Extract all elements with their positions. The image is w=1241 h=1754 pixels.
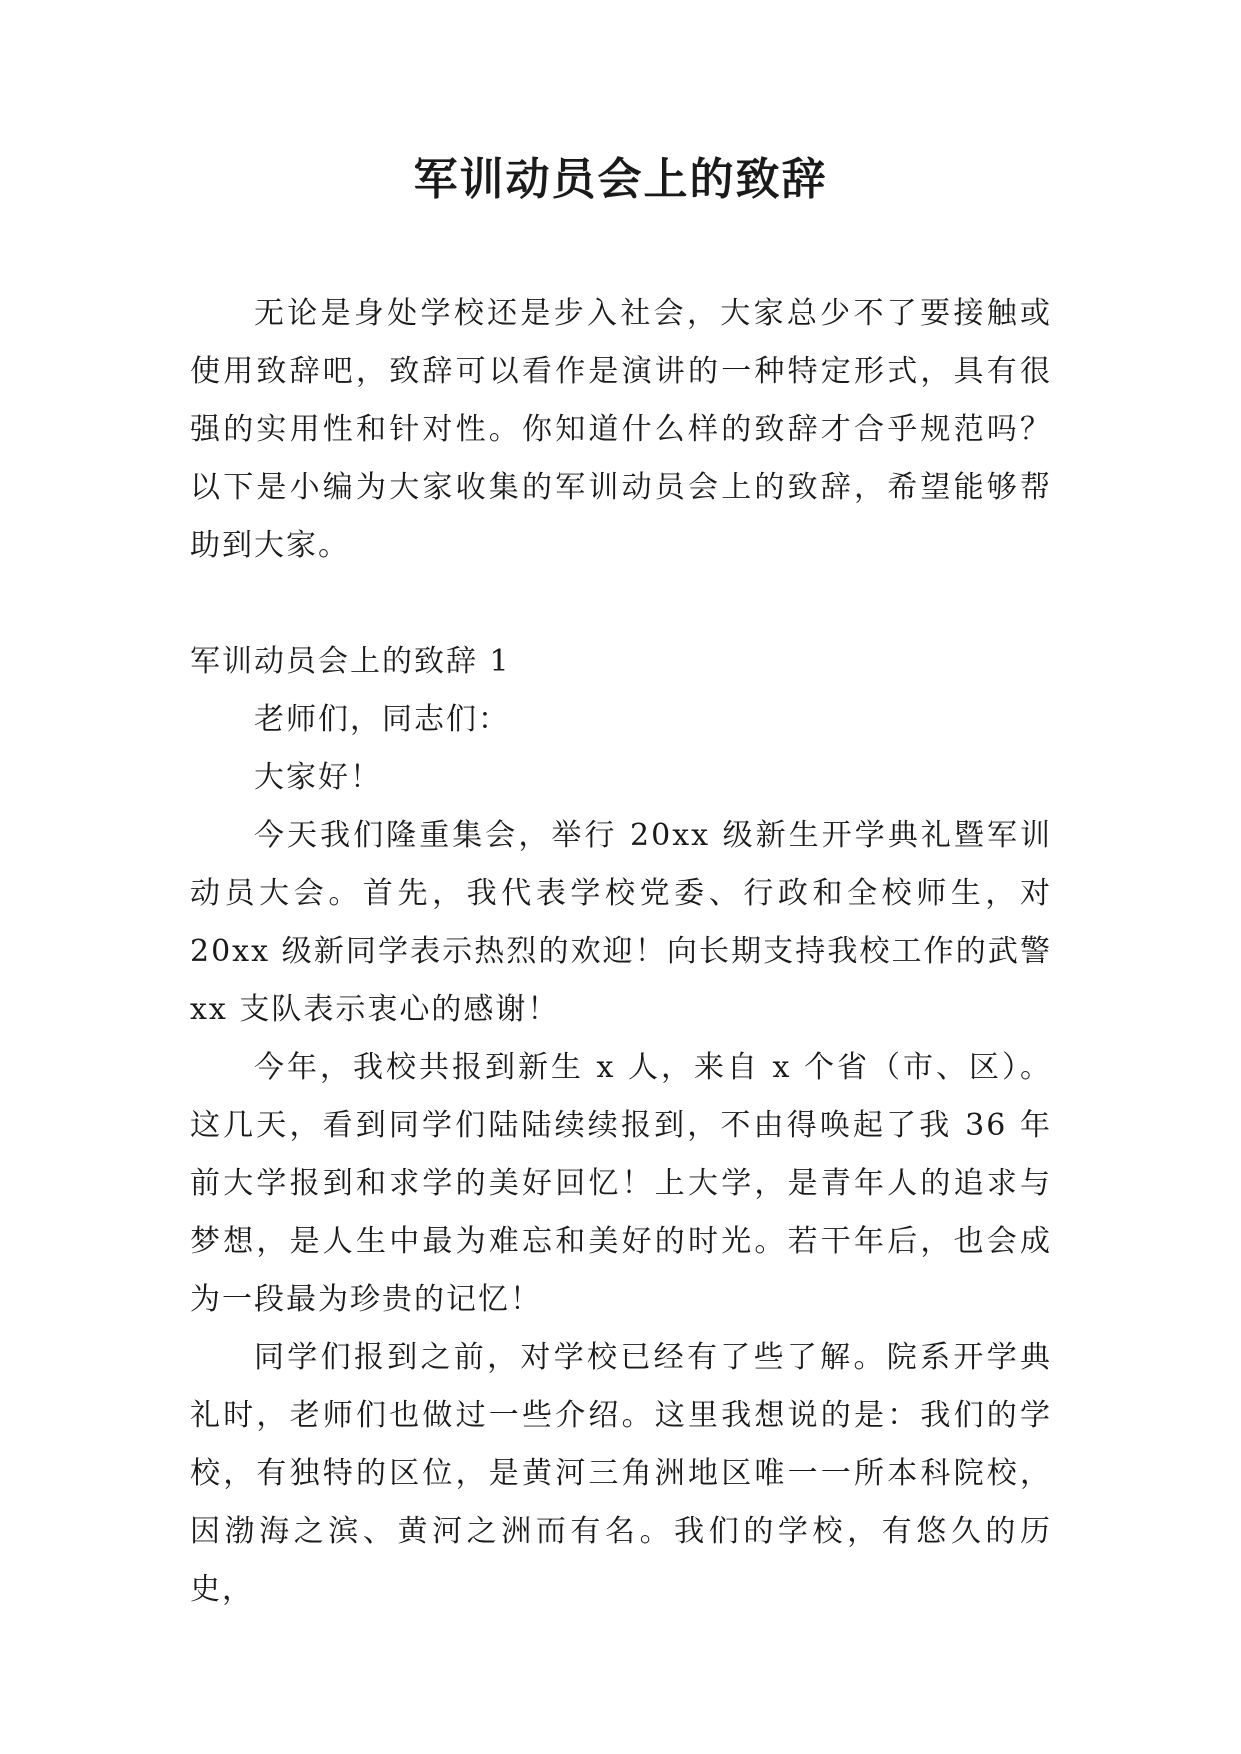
salutation: 老师们，同志们： xyxy=(254,702,510,737)
body-paragraph: 同学们报到之前，对学校已经有了些了解。院系开学典礼时，老师们也做过一些介绍。这里我想说的是：我们的学校，有独特的区位，是黄河三角洲地区唯一一所本科院校，因渤海之滨、黄河之洲而有名。我们的学校，有悠久的历史， xyxy=(190,1340,1052,1607)
body-paragraph: 今天我们隆重集会，举行 20xx 级新生开学典礼暨军训动员大会。首先，我代表学校党委、行政和全校师生，对 20xx 级新同学表示热烈的欢迎！向长期支持我校工作的武警 xx 支队表示衷心的感谢！ xyxy=(190,818,1052,1027)
section-heading: 军训动员会上的致辞 1 xyxy=(190,644,511,679)
body-paragraph: 今年，我校共报到新生 x 人，来自 x 个省（市、区）。这几天，看到同学们陆陆续续报到，不由得唤起了我 36 年前大学报到和求学的美好回忆！上大学，是青年人的追求与梦想，是人生中最为难忘和美好的时光。若干年后，也会成为一段最为珍贵的记忆！ xyxy=(190,1050,1052,1317)
greeting: 大家好！ xyxy=(254,760,382,795)
document-body xyxy=(190,285,1052,1619)
document-title: 军训动员会上的致辞 xyxy=(413,154,828,205)
intro-paragraph: 无论是身处学校还是步入社会，大家总少不了要接触或使用致辞吧，致辞可以看作是演讲的一种特定形式，具有很强的实用性和针对性。你知道什么样的致辞才合乎规范吗？以下是小编为大家收集的军训动员会上的致辞，希望能够帮助到大家。 xyxy=(190,296,1052,563)
